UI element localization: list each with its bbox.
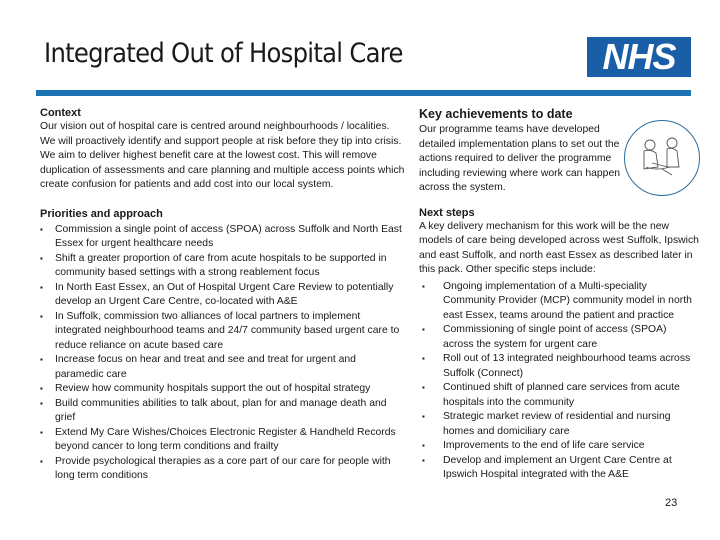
achievements-heading: Key achievements to date — [419, 107, 573, 121]
next-steps-body: A key delivery mechanism for this work will be the new models of care being developed across west Suffolk, Ipswich and east Suffolk, and north east Essex as described later in this pack. Other specific steps include: — [419, 220, 699, 275]
page-number: 23 — [665, 497, 678, 509]
context-section — [40, 106, 405, 193]
list-item: ▪ Strategic market review of residential and nursing homes and domiciliary care — [419, 410, 699, 439]
list-item: ▪ Commission a single point of access (SPOA) across Suffolk and North East Essex for urgent healthcare needs — [40, 223, 405, 252]
list-item: ▪ Develop and implement an Urgent Care Centre at Ipswich Hospital integrated with the A&E — [419, 454, 699, 483]
context-heading: Context — [40, 107, 81, 119]
list-item: ▪ Provide psychological therapies as a core part of our care for people with long term conditions — [40, 455, 405, 484]
list-item: ▪ Extend My Care Wishes/Choices Electronic Register & Handheld Records beyond cancer to long term conditions and frailty — [40, 426, 405, 455]
list-item: ▪ Roll out of 13 integrated neighbourhood teams across Suffolk (Connect) — [419, 352, 699, 381]
list-item: ▪ Ongoing implementation of a Multi-speciality Community Provider (MCP) community model in north east Essex, teams around the patient and practice — [419, 280, 699, 324]
list-item: ▪ Increase focus on hear and treat and see and treat for urgent and paramedic care — [40, 353, 405, 382]
nhs-logo — [587, 37, 691, 77]
list-item: ▪ Build communities abilities to talk about, plan for and manage death and grief — [40, 397, 405, 426]
right-column — [419, 106, 699, 483]
priorities-heading: Priorities and approach — [40, 207, 163, 220]
list-item: ▪ Improvements to the end of life care service — [419, 439, 699, 454]
context-body: Our vision out of hospital care is centred around neighbourhoods / localities. We will proactively identify and support people at risk before they tip into crisis. We aim to deliver highest benefit care at the lowest cost. This will remove duplication of assessments and care planning and multiple access points which create confusion for patients and add cost into our local system. — [40, 121, 405, 190]
people-sketch-icon — [624, 120, 700, 196]
list-item: ▪ Continued shift of planned care services from acute hospitals into the community — [419, 381, 699, 410]
achievements-body: Our programme teams have developed detailed implementation plans to set out the actions required to deliver the programme including reviewing where work can happen across the system. — [419, 124, 621, 193]
list-item: ▪ Shift a greater proportion of care from acute hospitals to be supported in community based settings with a strong reablement focus — [40, 252, 405, 281]
list-item: ▪ Commissioning of single point of access (SPOA) across the system for urgent care — [419, 323, 699, 352]
list-item: ▪ In Suffolk, commission two alliances of local partners to implement integrated neighbourhood teams and 24/7 community based urgent care to reduce reliance on acute based care — [40, 310, 405, 354]
next-steps-heading: Next steps — [419, 206, 475, 219]
list-item: ▪ Review how community hospitals support the out of hospital strategy — [40, 382, 405, 397]
next-steps-list — [419, 280, 699, 483]
header-divider — [36, 90, 691, 96]
left-column — [40, 106, 405, 484]
achievements-section — [419, 106, 699, 196]
priorities-list — [40, 223, 405, 484]
next-steps-section — [419, 206, 699, 483]
page-title: Integrated Out of Hospital Care — [44, 38, 403, 69]
nhs-logo-text: NHS — [602, 36, 676, 77]
list-item: ▪ In North East Essex, an Out of Hospital Urgent Care Review to potentially develop an Urgent Care Centre, co-located with A&E — [40, 281, 405, 310]
priorities-section — [40, 207, 405, 484]
